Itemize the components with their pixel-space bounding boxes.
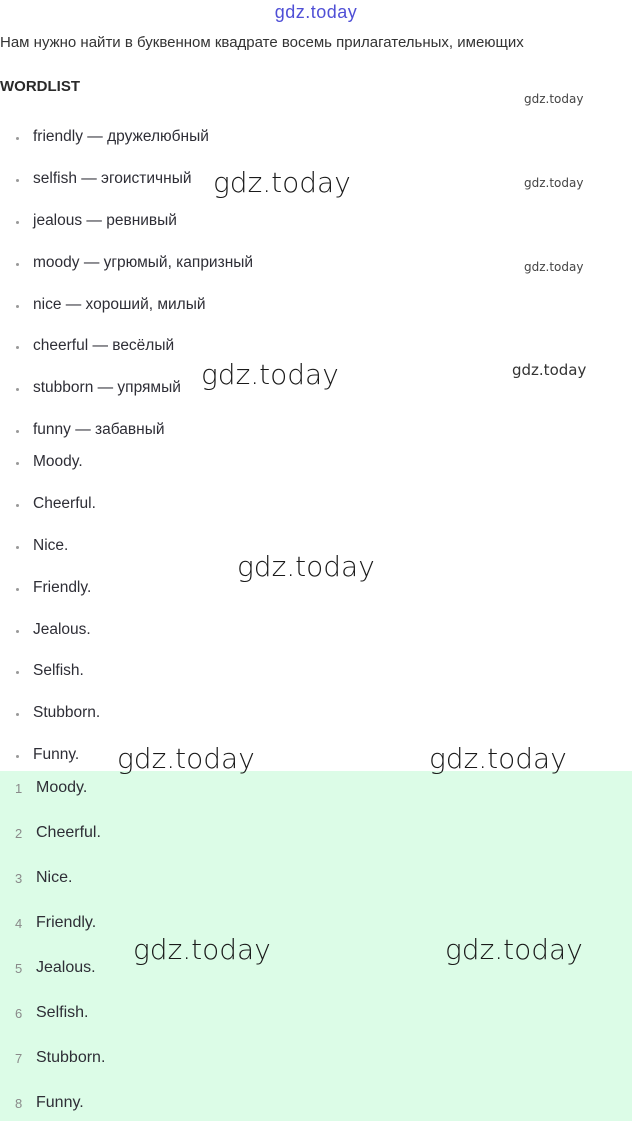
site-title[interactable]: gdz.today (274, 2, 358, 22)
bullet-icon (16, 263, 19, 266)
intro-text: Нам нужно найти в буквенном квадрате восемь прилагательных, имеющих (0, 34, 524, 51)
bullet-icon (16, 221, 19, 224)
bullet-icon (16, 346, 19, 349)
bullet-icon (16, 671, 19, 674)
bullet-icon (16, 430, 19, 433)
bullet-icon (16, 755, 19, 758)
watermark: gdz.today (201, 358, 339, 391)
watermark: gdz.today (512, 361, 587, 379)
bullet-icon (16, 630, 19, 633)
watermark: gdz.today (445, 933, 583, 966)
bullet-icon (16, 137, 19, 140)
bullet-icon (16, 588, 19, 591)
bullet-icon (16, 462, 19, 465)
watermark: gdz.today (237, 550, 375, 583)
bullet-icon (16, 546, 19, 549)
bullet-icon (16, 713, 19, 716)
watermark: gdz.today (117, 742, 255, 775)
watermark: gdz.today (524, 260, 584, 274)
watermark: gdz.today (524, 92, 584, 106)
watermark: gdz.today (213, 166, 351, 199)
bullet-icon (16, 305, 19, 308)
watermark: gdz.today (133, 933, 271, 966)
watermark: gdz.today (429, 742, 567, 775)
bullet-icon (16, 388, 19, 391)
wordlist-heading: WORDLIST (0, 78, 80, 95)
answer-box: 1 Moody. 2 Cheerful. 3 Nice. 4 Friendly. 5 Jealous. 6 Selfish. 7 Stubborn. 8 Funny. (0, 771, 632, 1121)
bullet-icon (16, 179, 19, 182)
bullet-icon (16, 504, 19, 507)
watermark: gdz.today (524, 176, 584, 190)
